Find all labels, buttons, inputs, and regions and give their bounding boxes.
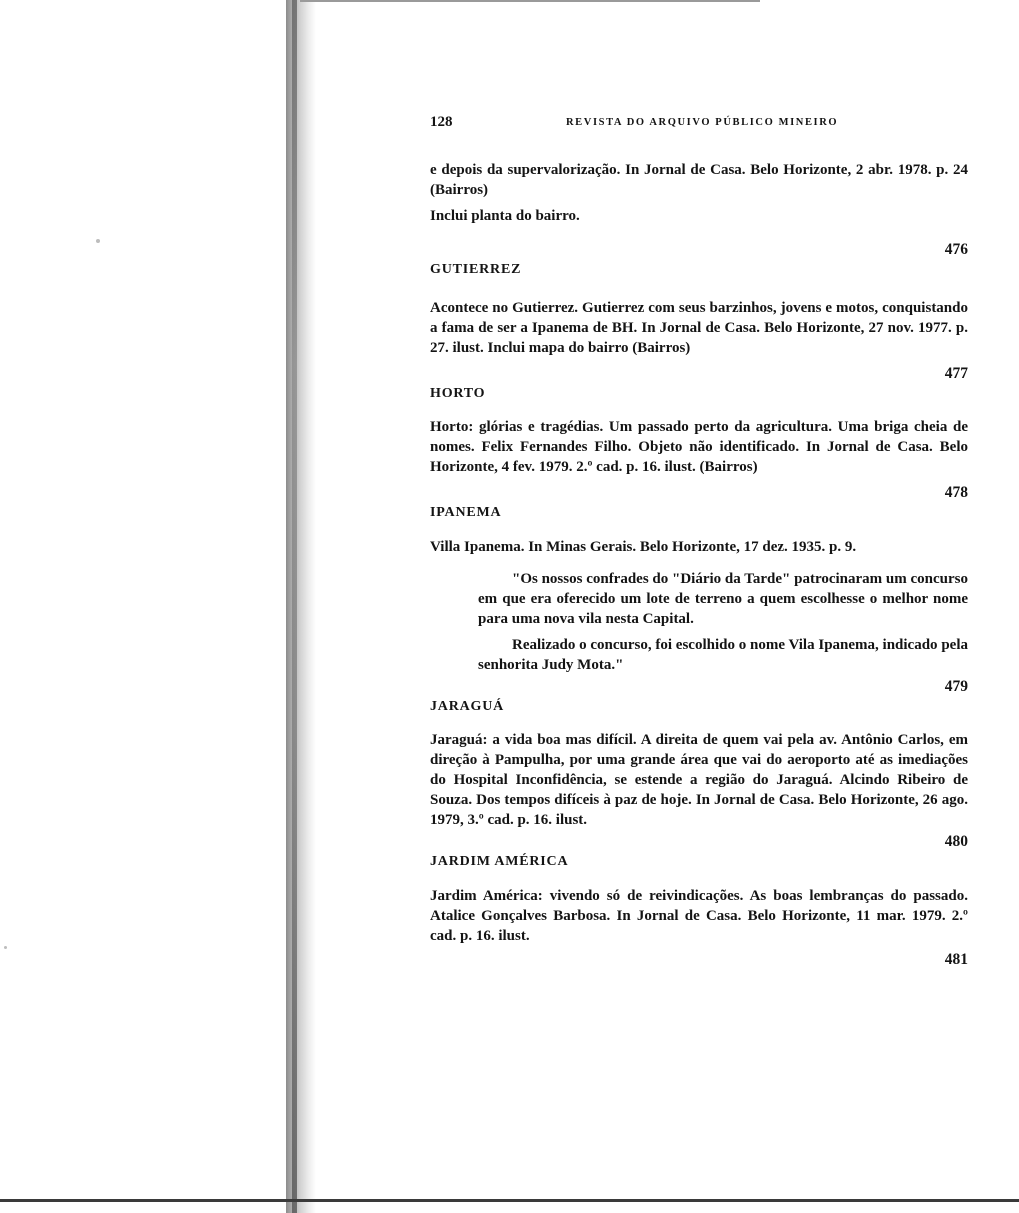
entry-number: 476 [944,241,968,258]
quote-paragraph: Realizado o concurso, foi escolhido o nome Vila Ipanema, indicado pela senhorita Judy Mota." [478,637,968,673]
running-head [430,114,968,138]
section-heading: IPANEMA [430,505,502,520]
scan-speck [96,239,100,243]
book-gutter-shadow [286,0,316,1213]
page-text-column [430,114,968,970]
entry-number: 481 [944,951,968,968]
bottom-page-edge [0,1199,1019,1202]
section-heading: JARAGUÁ [430,699,505,714]
entry-citation: Acontece no Gutierrez. Gutierrez com seus barzinhos, jovens e motos, conquistando a fama de ser a Ipanema de BH. In Jornal de Casa. Belo Horizonte, 27 nov. 1977. p. 27. ilust. Inclui mapa do bairro (Bairros) [430,300,968,356]
scan-speck [4,946,7,949]
quote-paragraph: "Os nossos confrades do "Diário da Tarde" patrocinaram um concurso em que era oferecido um lote de terreno a quem escolhesse o melhor nome para uma nova vila nesta Capital. [478,571,968,627]
entry-number: 477 [944,365,968,382]
entry-citation: Horto: glórias e tragédias. Um passado perto da agricultura. Uma briga cheia de nomes. Felix Fernandes Filho. Objeto não identificado. In Jornal de Casa. Belo Horizonte, 4 fev. 1979. 2.º cad. p. 16. ilust. (Bairros) [430,419,968,475]
top-page-edge [300,0,760,2]
binding-edge [292,0,297,1213]
entry-number: 480 [944,833,968,850]
section-heading: GUTIERREZ [430,262,522,277]
intro-note: Inclui planta do bairro. [430,208,580,224]
journal-title: REVISTA DO ARQUIVO PÚBLICO MINEIRO [566,117,839,128]
section-heading: JARDIM AMÉRICA [430,854,569,869]
block-quote [478,569,968,675]
left-page-margin [0,0,286,1213]
entry-number: 479 [944,678,968,695]
entry-citation: Jardim América: vivendo só de reivindicações. As boas lembranças do passado. Atalice Gonçalves Barbosa. In Jornal de Casa. Belo Horizonte, 11 mar. 1979. 2.º cad. p. 16. ilust. [430,888,968,944]
page-number: 128 [430,114,453,130]
entry-citation: Jaraguá: a vida boa mas difícil. A direita de quem vai pela av. Antônio Carlos, em direção à Pampulha, por uma grande área que vai do aeroporto até as imediações do Hospital Inconfidência, se estende a região do Jaraguá. Alcindo Ribeiro de Souza. Dos tempos difíceis à paz de hoje. In Jornal de Casa. Belo Horizonte, 26 ago. 1979, 3.º cad. p. 16. ilust. [430,732,968,828]
entry-citation: Villa Ipanema. In Minas Gerais. Belo Horizonte, 17 dez. 1935. p. 9. [430,539,857,555]
section-heading: HORTO [430,386,486,401]
entry-number: 478 [944,484,968,501]
intro-citation: e depois da supervalorização. In Jornal de Casa. Belo Horizonte, 2 abr. 1978. p. 24 (Bairros) [430,162,968,198]
